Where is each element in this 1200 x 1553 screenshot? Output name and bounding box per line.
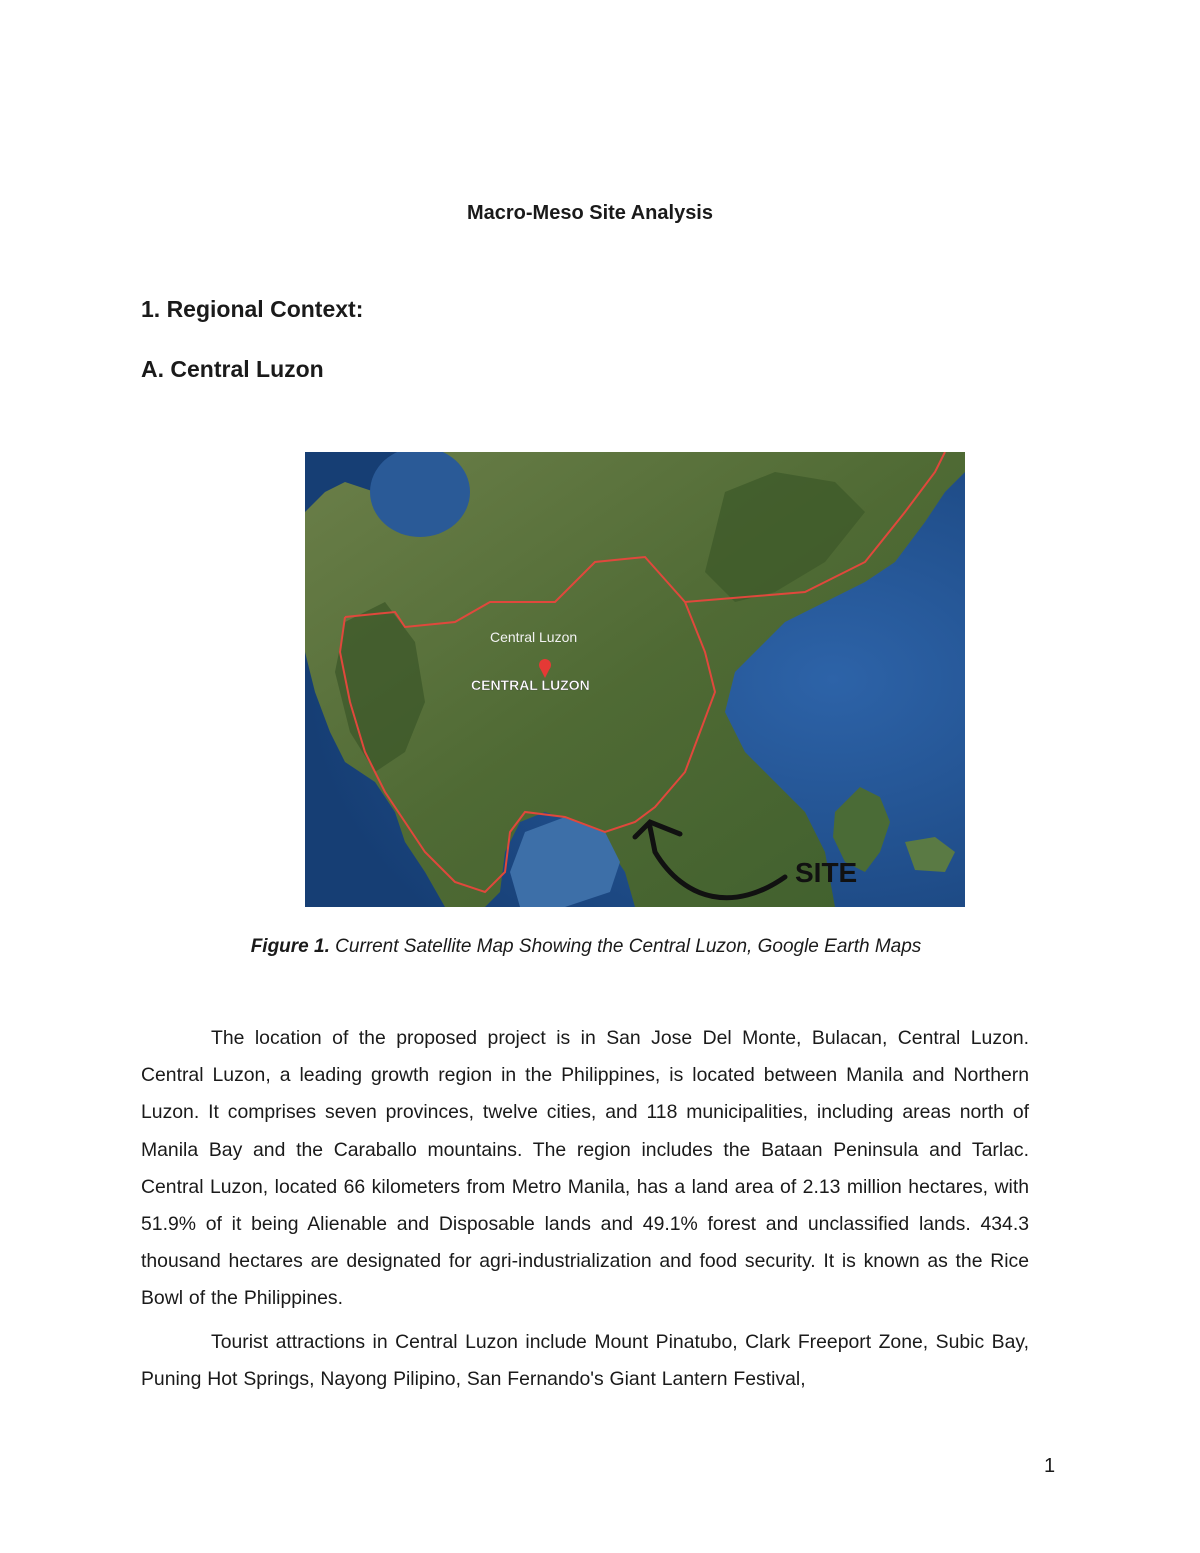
document-title: Macro-Meso Site Analysis: [466, 202, 713, 224]
subsection-heading: A. Central Luzon: [141, 356, 324, 382]
page-number: 1: [1044, 1455, 1056, 1477]
caption-label: Figure 1.: [250, 936, 330, 957]
figure-caption: [0, 936, 1172, 958]
body-text: [141, 1020, 1029, 1398]
map-site-label: SITE: [795, 857, 858, 888]
map-region-label: Central Luzon: [490, 629, 578, 645]
satellite-map-figure: [305, 452, 965, 907]
map-pin-label: CENTRAL LUZON: [471, 677, 590, 693]
section-heading: 1. Regional Context:: [141, 296, 364, 322]
paragraph: Tourist attractions in Central Luzon include Mount Pinatubo, Clark Freeport Zone, Subic Bay, Puning Hot Springs, Nayong Pilipino, San Fernando's Giant Lantern Festival,: [141, 1330, 1029, 1390]
paragraph: The location of the proposed project is in San Jose Del Monte, Bulacan, Central Luzon. Central Luzon, a leading growth region in the Philippines, is located between Manila and Northern Luzon. It comprises seven provinces, twelve cities, and 118 municipalities, including areas north of Manila Bay and the Caraballo mountains. The region includes the Bataan Peninsula and Tarlac. Central Luzon, located 66 kilometers from Metro Manila, has a land area of 2.13 million hectares, with 51.9% of it being Alienable and Disposable lands and 49.1% forest and unclassified lands. 434.3 thousand hectares are designated for agri-industrialization and food security. It is known as the Rice Bowl of the Philippines.: [141, 1027, 1029, 1310]
caption-text: Current Satellite Map Showing the Central Luzon, Google Earth Maps: [329, 936, 922, 957]
